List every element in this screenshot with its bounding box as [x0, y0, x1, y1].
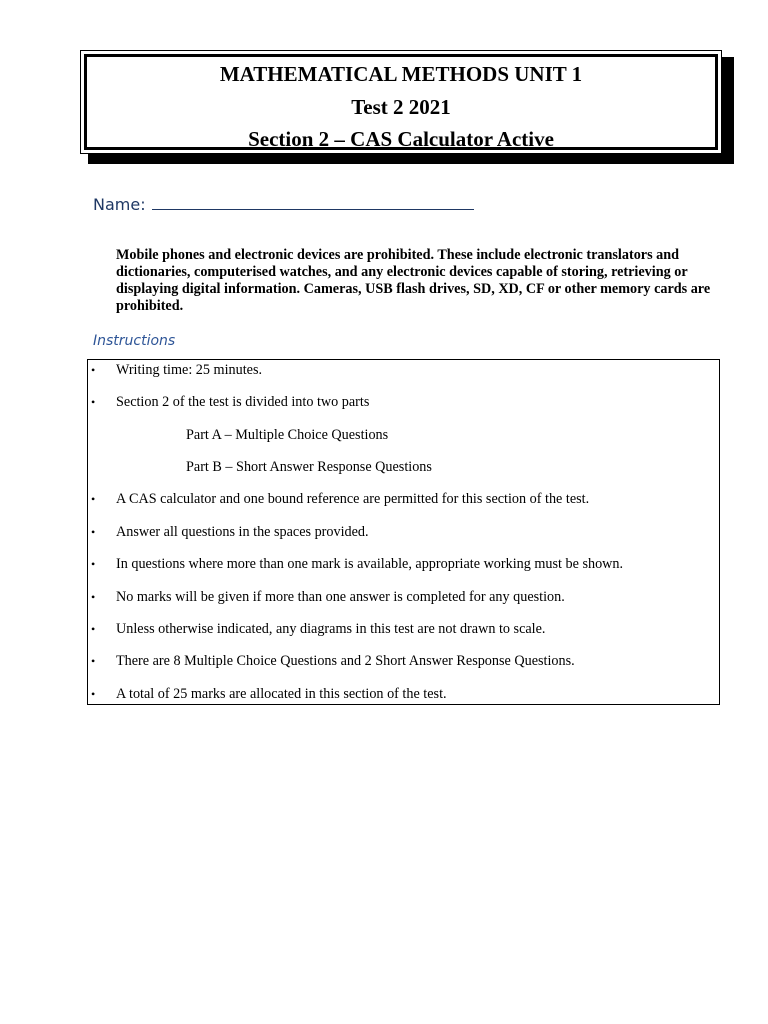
test-title: Test 2 2021: [351, 95, 451, 119]
bullet-icon: •: [91, 525, 96, 539]
subject-title: MATHEMATICAL METHODS UNIT 1: [219, 62, 583, 86]
instruction-item: • Writing time: 25 minutes.: [91, 362, 263, 378]
bullet-icon: •: [91, 622, 96, 636]
instructions-box: [87, 359, 720, 705]
title-box-inner: [84, 54, 718, 150]
instruction-item: • A total of 25 marks are allocated in this section of the test.: [91, 686, 447, 702]
instruction-item: • Answer all questions in the spaces provided.: [91, 524, 369, 540]
instruction-item: • No marks will be given if more than one answer is completed for any question.: [91, 589, 565, 605]
instruction-item: • A CAS calculator and one bound reference are permitted for this section of the test.: [91, 491, 590, 507]
section-title: Section 2 – CAS Calculator Active: [248, 127, 554, 151]
instruction-subitem: Part B – Short Answer Response Questions: [186, 459, 432, 475]
bullet-icon: •: [91, 395, 96, 409]
title-box: [80, 50, 722, 154]
instruction-item: • In questions where more than one mark is available, appropriate working must be shown.: [91, 556, 624, 572]
bullet-icon: •: [91, 557, 96, 571]
bullet-icon: •: [91, 492, 96, 506]
bullet-icon: •: [91, 363, 96, 377]
bullet-icon: •: [91, 687, 96, 701]
name-input-line[interactable]: [152, 192, 474, 210]
instruction-item: • Section 2 of the test is divided into two parts: [91, 394, 370, 410]
name-label: Name:: [93, 195, 146, 214]
name-field[interactable]: [93, 192, 474, 214]
bullet-icon: •: [91, 654, 96, 668]
instructions-heading: Instructions: [93, 333, 176, 349]
instruction-subitem: Part A – Multiple Choice Questions: [186, 427, 389, 443]
device-warning: Mobile phones and electronic devices are prohibited. These include electronic translators and dictionaries, computerised watches, and any electronic devices capable of storing, retrieving or displaying digital information. Cameras, USB flash drives, SD, XD, CF or other memory cards are prohibited.: [116, 247, 711, 314]
instruction-item: • There are 8 Multiple Choice Questions and 2 Short Answer Response Questions.: [91, 653, 575, 669]
bullet-icon: •: [91, 590, 96, 604]
instruction-item: • Unless otherwise indicated, any diagrams in this test are not drawn to scale.: [91, 621, 546, 637]
